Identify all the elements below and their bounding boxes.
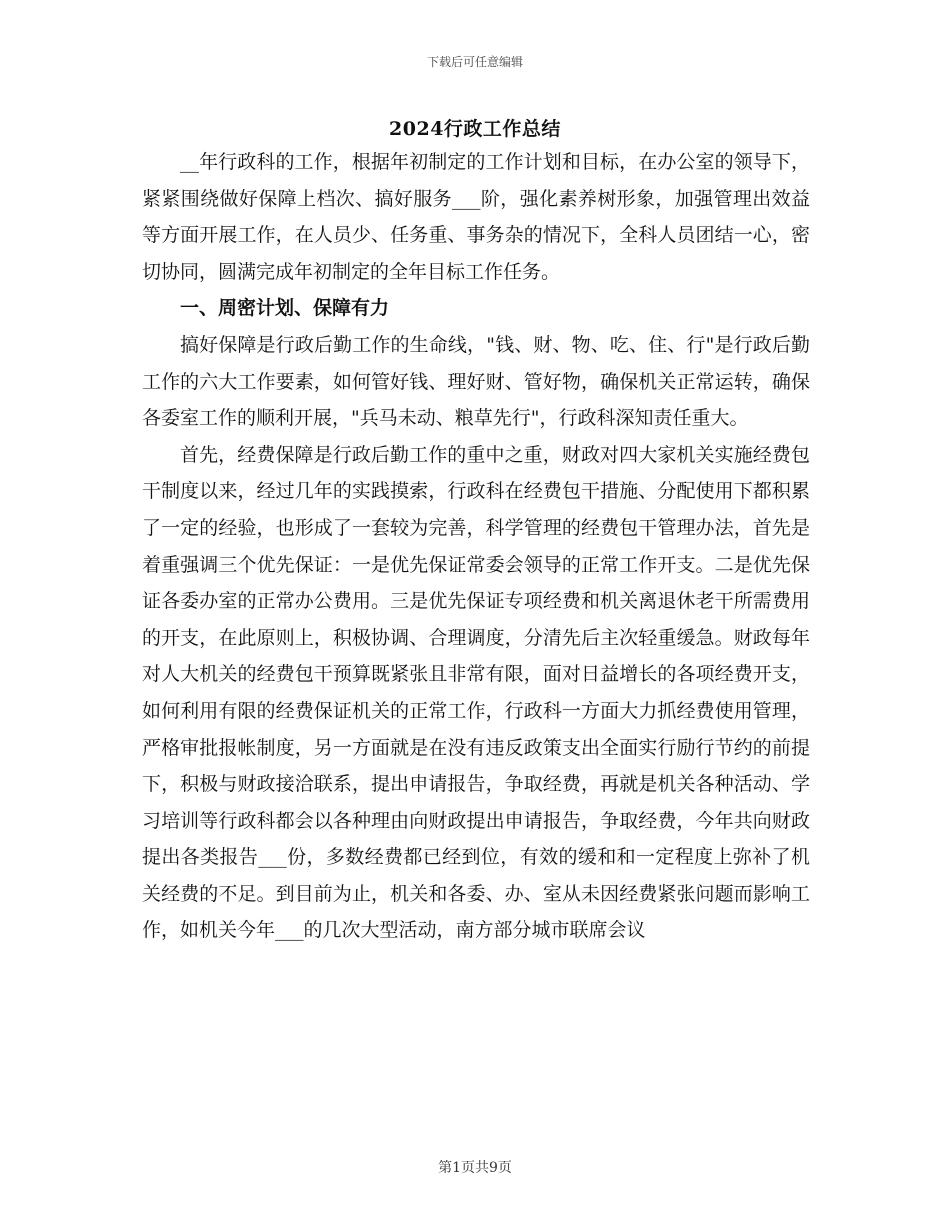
paragraph-support: 搞好保障是行政后勤工作的生命线，"钱、财、物、吃、住、行"是行政后勤工作的六大工作要素，如何管好钱、理好财、管好物，确保机关正常运转，确保各委室工作的顺利开展，"兵马未动、粮草先行"，行政科深知责任重大。	[142, 333, 810, 430]
document-body	[142, 144, 810, 949]
section-heading-1: 一、周密计划、保障有力	[180, 297, 390, 320]
document-title: 2024行政工作总结	[389, 118, 561, 140]
page-number-footer: 第1页共9页	[438, 1160, 512, 1176]
paragraph-funding: 首先，经费保障是行政后勤工作的重中之重，财政对四大家机关实施经费包干制度以来，经过几年的实践摸索，行政科在经费包干措施、分配使用下都积累了一定的经验，也形成了一套较为完善，科学管理的经费包干管理办法，首先是着重强调三个优先保证：一是优先保证常委会领导的正常工作开支。二是优先保证各委办室的正常办公费用。三是优先保证专项经费和机关离退休老干所需费用的开支，在此原则上，积极协调、合理调度，分清先后主次轻重缓急。财政每年对人大机关的经费包干预算既紧张且非常有限，面对日益增长的各项经费开支，如何利用有限的经费保证机关的正常工作，行政科一方面大力抓经费使用管理，严格审批报帐制度，另一方面就是在没有违反政策支出全面实行励行节约的前提下，积极与财政接洽联系，提出申请报告，争取经费，再就是机关各种活动、学习培训等行政科都会以各种理由向财政提出申请报告，争取经费，今年共向财政提出各类报告___份，多数经费都已经到位，有效的缓和和一定程度上弥补了机关经费的不足。到目前为止，机关和各委、办、室从未因经费紧张问题而影响工作，如机关今年___的几次大型活动，南方部分城市联席会议	[142, 443, 810, 942]
paragraph-intro: __年行政科的工作，根据年初制定的工作计划和目标，在办公室的领导下，紧紧围绕做好保障上档次、搞好服务___阶，强化素养树形象，加强管理出效益等方面开展工作，在人员少、任务重、事务杂的情况下，全科人员团结一心，密切协同，圆满完成年初制定的全年目标工作任务。	[142, 151, 810, 283]
header-note: 下载后可任意编辑	[426, 55, 523, 69]
